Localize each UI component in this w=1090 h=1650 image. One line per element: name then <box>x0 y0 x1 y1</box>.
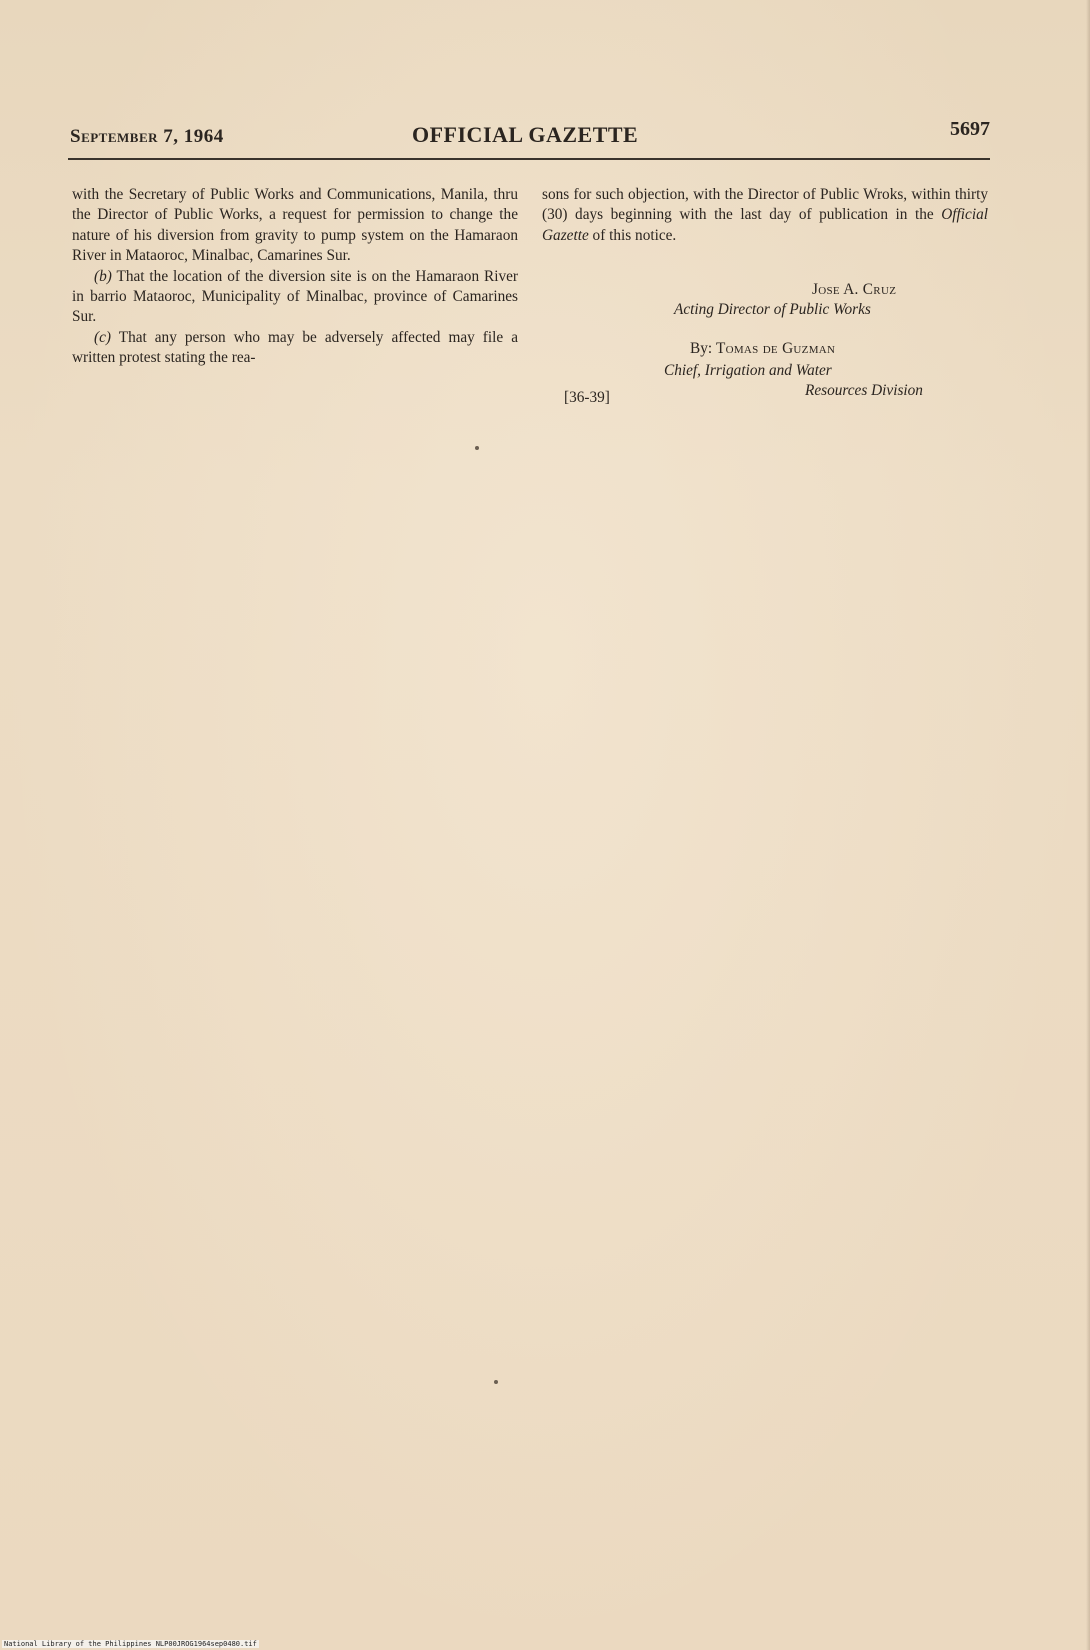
issue-reference: [36-39] <box>564 389 610 406</box>
paragraph-c <box>72 328 518 369</box>
header-title: OFFICIAL GAZETTE <box>412 122 639 147</box>
paragraph-continuation <box>542 185 988 246</box>
paragraph-b <box>72 267 518 328</box>
right-column <box>542 185 988 246</box>
scan-footer: National Library of the Philippines NLP00JROG1964sep0480.tif <box>4 1640 257 1648</box>
chief-title-line1: Chief, Irrigation and Water <box>664 362 832 379</box>
paragraph-b-text: That the location of the diversion site is on the Hamaraon River in barrio Mataoroc, Municipality of Minalbac, province of Camarines Sur. <box>72 267 518 326</box>
paragraph-b-label: (b) <box>94 267 112 285</box>
page-number: 5697 <box>950 118 990 140</box>
page-edge-shadow <box>1086 0 1090 1650</box>
header-date: September 7, 1964 <box>70 126 224 147</box>
by-name: Tomas de Guzman <box>715 340 836 357</box>
paragraph-intro: with the Secretary of Public Works and Communications, Manila, thru the Director of Public Works, a request for permission to change the nature of his diversion from gravity to pump system on the Hamaraon River in Mataoroc, Minalbac, Camarines Sur. <box>72 186 518 265</box>
page-header <box>70 118 990 158</box>
paragraph-c-text: That any person who may be adversely affected may file a written protest stating the rea- <box>72 328 518 367</box>
continuation-text: sons for such objection, with the Director of Public Wroks, within thirty (30) days beginning with the last day of publication in the <box>542 186 988 224</box>
by-label: By: <box>690 340 716 357</box>
paragraph-c-label: (c) <box>94 328 111 346</box>
by-line <box>690 340 835 358</box>
ink-speck <box>494 1380 498 1384</box>
signatory-name: Jose A. Cruz <box>812 281 897 298</box>
signatory-title: Acting Director of Public Works <box>674 301 871 318</box>
continuation-end: of this notice. <box>588 226 677 244</box>
chief-title-line2: Resources Division <box>805 382 923 399</box>
gazette-name-italic: Official Gazette <box>542 206 988 244</box>
left-column <box>72 185 518 369</box>
ink-speck <box>475 446 479 450</box>
header-rule <box>68 158 990 160</box>
